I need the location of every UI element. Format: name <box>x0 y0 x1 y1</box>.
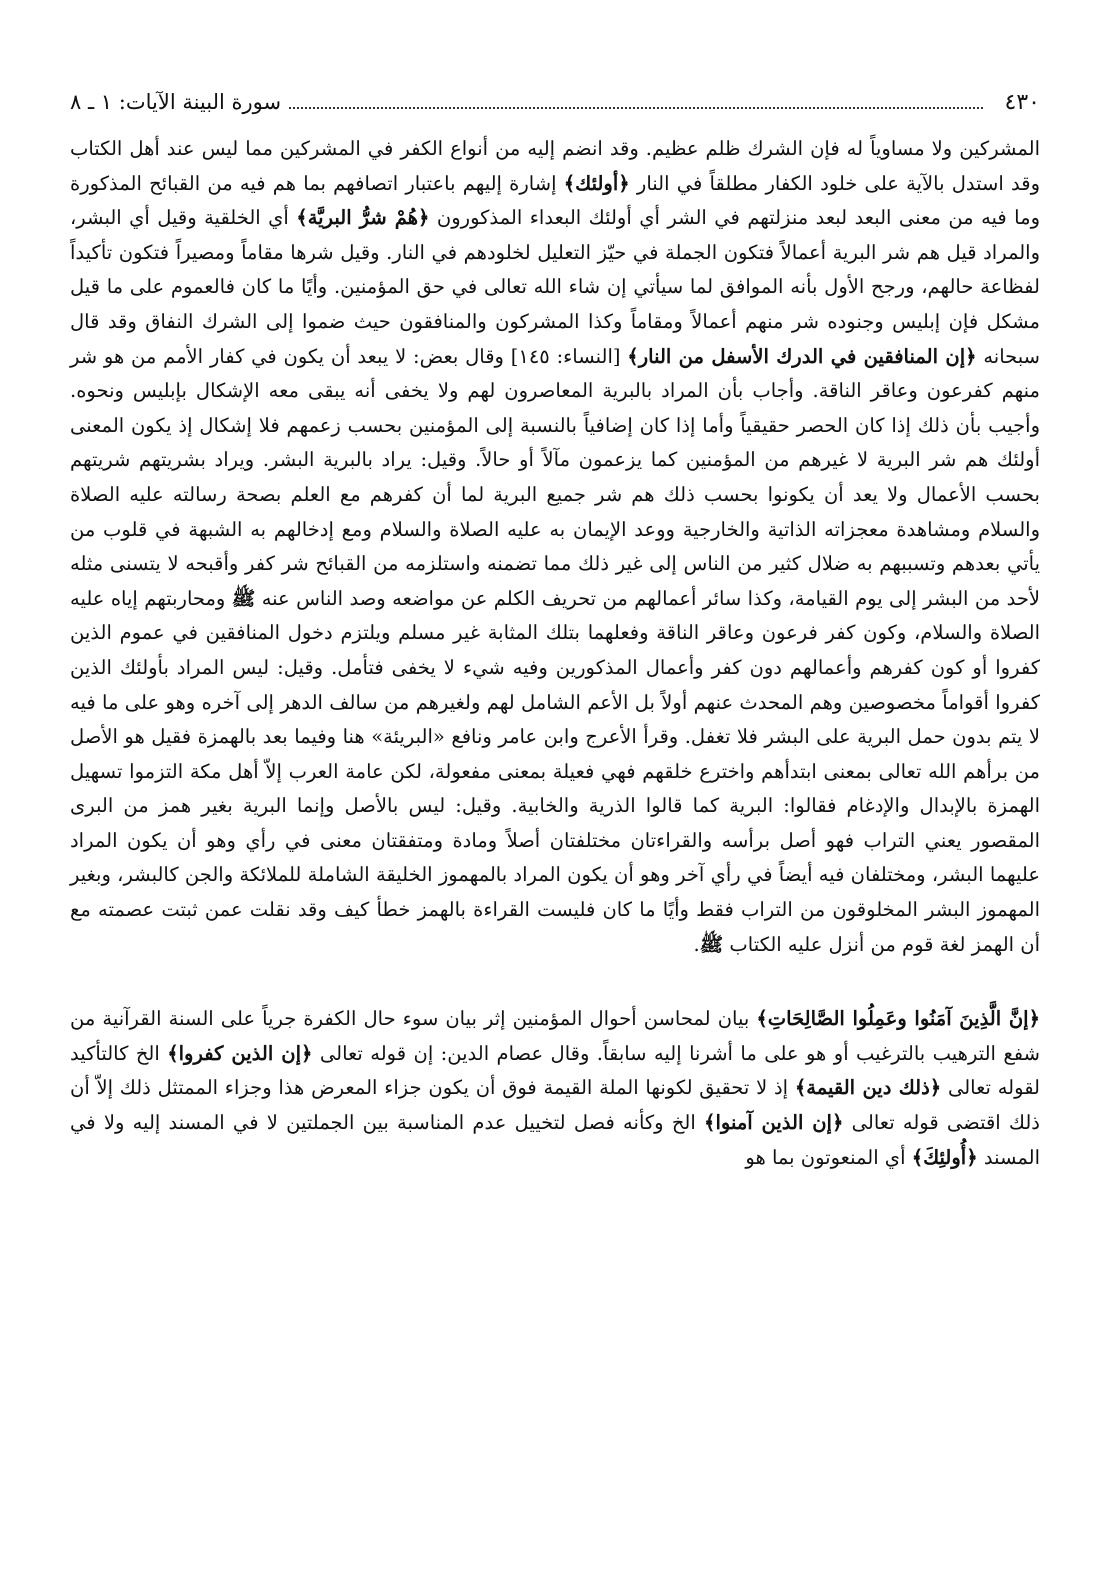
text-run: إشارة إليهم باعتبار اتصافهم بما هم فيه من القبائح المذكورة وما فيه من معنى البعد لبعد منزلتهم في الشر أي أولئك البعداء المذكورون <box>70 171 1040 230</box>
quran-quote: ﴿أولئك﴾ <box>563 171 630 195</box>
text-run: [النساء: ١٤٥] وقال بعض: لا يبعد أن يكون في كفار الأمم من هو شر منهم كفرعون وعاقر الناقة. وأجاب بأن المراد بالبرية المعاصرون لهم ولا يخفى أنه يبقى معه الإشكال بإبليس ونحوه. وأجيب بأن ذلك إذا كان الحصر حقيقياً وأما إذا كان إضافياً بالنسبة إلى المؤمنين بحسب زعمهم فلا إشكال إذ يكون المعنى أولئك هم شر البرية لا غيرهم من المؤمنين كما يزعمون مآلاً أو حالاً. وقيل: يراد بالبرية البشر. ويراد بشريتهم شريتهم بحسب الأعمال ولا يعد أن يكونوا بحسب ذلك هم شر جميع البرية لما أن كفرهم مع العلم بصحة رسالته عليه الصلاة والسلام ومشاهدة معجزاته الذاتية والخارجية ووعد الإيمان به عليه الصلاة والسلام ومع إدخالهم به الشبهة في قلوب من يأتي بعدهم وتسببهم به ضلال كثير من الناس إلى غير ذلك مما تضمنه واستلزمه من القبائح شر كفر وأقبحه لا يتسنى مثله لأحد من البشر إلى يوم القيامة، وكذا سائر أعمالهم من تحريف الكلم عن مواضعه وصد الناس عنه <box>70 344 1040 610</box>
text-run: المشركين ولا مساوياً له فإن الشرك ظلم عظيم. وقد انضم إليه من أنواع الكفر في المشركين مما ليس عند أهل الكتاب وقد استدل بالآية على خلود الكفار مطلقاً في النار <box>70 137 1040 195</box>
quran-quote: ﴿أُولئِكَ﴾ <box>911 1145 978 1169</box>
running-header <box>70 90 1040 122</box>
text-run: أي المنعوتون بما هو <box>745 1145 912 1169</box>
surah-title: سورة البينة الآيات: ١ ـ ٨ <box>70 90 282 114</box>
page-number: ٤٣٠ <box>1004 90 1040 115</box>
salawat-glyph: ﷺ <box>231 586 256 610</box>
text-run: إذ لا تحقيق لكونها الملة القيمة فوق أن يكون جزاء المعرض هذا وجزاء الممتثل ذلك إلاّ أن ذلك اقتضى قوله تعالى <box>70 1076 1040 1135</box>
text-run: أي الخلقية وقيل أي البشر، والمراد قيل هم شر البرية أعمالاً فتكون الجملة في حيّز التعليل لخلودهم في النار. وقيل شرها مقاماً ومصيراً فتكون تأكيداً لفظاعة حالهم، ورجح الأول بأنه الموافق لما سيأتي إن شاء الله تعالى في حق المؤمنين. وأيًا ما كان فالعموم على ما قيل مشكل فإن إبليس وجنوده شر منهم أعمالاً ومقاماً وكذا المشركون والمنافقون حيث ضموا إلى الشرك النفاق وقد قال سبحانه <box>70 206 1040 368</box>
quran-quote: ﴿إن المنافقين في الدرك الأسفل من النار﴾ <box>627 344 977 368</box>
text-run: ومحاربتهم إياه عليه الصلاة والسلام، وكون كفر فرعون وعاقر الناقة وفعلهما بتلك المثابة غير مسلم ويلتزم دخول المنافقين في عموم الذين كفروا أو كون كفرهم وأعمالهم دون كفر وأعمال المذكورين وفيه شيء لا يخفى فتأمل. وقيل: ليس المراد بأولئك الذين كفروا أقواماً مخصوصين وهم المحدث عنهم أولاً بل الأعم الشامل لهم ولغيرهم من سالف الدهر إلى آخره وهو على ما فيه لا يتم بدون حمل البرية على البشر فلا تغفل. وقرأ الأعرج وابن عامر ونافع «البريئة» هنا وفيما بعد بالهمزة فقيل هو الأصل من برأهم الله تعالى بمعنى ابتدأهم واخترع خلقهم فهي فعيلة بمعنى مفعولة، لكن عامة العرب إلاّ أهل مكة التزموا تسهيل الهمزة بالإبدال والإدغام فقالوا: البرية كما قالوا الذرية والخابية. وقيل: ليس بالأصل وإنما البرية بغير همز من البرى المقصور يعني التراب فهو أصل برأسه والقراءتان مختلفتان أصلاً ومادة ومتفقتان معنى في رأي وهو أن يكون المراد عليهما البشر، ومختلفان فيه أيضاً في رأي آخر وهو أن يكون المراد بالمهموز الخليقة الشاملة للملائكة والجن كالبشر، وبغير المهموز البشر المخلوقون من التراب فقط وأيًا ما كان فليست القراءة بالهمز خطأ كيف وقد نقلت عمن ثبتت عصمته مع أن الهمز لغة قوم من أنزل عليه الكتاب <box>70 586 1040 956</box>
commentary-paragraph-1 <box>70 132 1040 962</box>
text-run: . <box>693 932 700 956</box>
document-page <box>70 90 1040 1550</box>
text-run: الخ وكأنه فصل لتخييل عدم المناسبة بين الجملتين لا في المسند إليه ولا في المسند <box>70 1111 1040 1169</box>
quran-quote: ﴿هُمْ شرُّ البريَّة﴾ <box>296 206 430 230</box>
header-dot-leader <box>289 106 982 109</box>
salawat-glyph: ﷺ <box>699 932 724 956</box>
quran-quote: ﴿إنَّ الَّذِينَ آمَنُوا وعَمِلُوا الصَّالِحَاتِ﴾ <box>756 1007 1040 1031</box>
text-run: الخ كالتأكيد لقوله تعالى <box>70 1041 1040 1100</box>
section-spacer <box>70 962 1040 1002</box>
commentary-paragraph-2 <box>70 1002 1040 1175</box>
quran-quote: ﴿إن الذين كفروا﴾ <box>167 1041 313 1065</box>
quran-quote: ﴿إن الذين آمنوا﴾ <box>704 1111 844 1135</box>
text-run: بيان لمحاسن أحوال المؤمنين إثر بيان سوء حال الكفرة جرياً على السنة القرآنية من شفع الترهيب بالترغيب أو هو على ما أشرنا إليه سابقاً. وقال عصام الدين: إن قوله تعالى <box>70 1007 1040 1065</box>
quran-quote: ﴿ذلك دين القيمة﴾ <box>794 1076 942 1100</box>
